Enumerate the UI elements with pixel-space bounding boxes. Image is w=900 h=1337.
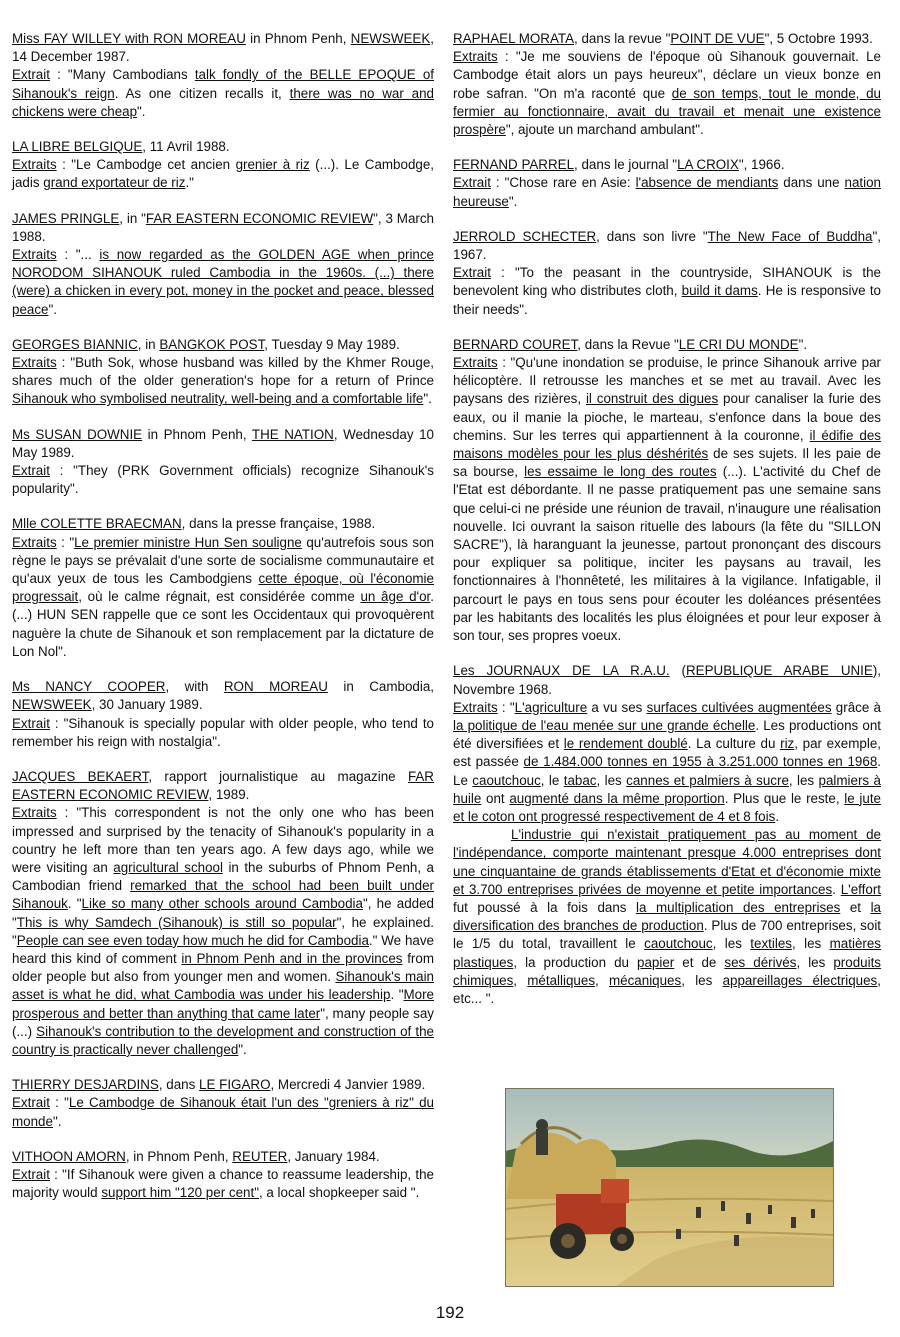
citation-entry bbox=[453, 156, 881, 211]
excerpt-underlined-text: Sihanouk's contribution to the development and construction of the country is practically never challenged bbox=[12, 1023, 434, 1057]
citation-excerpt bbox=[453, 699, 881, 826]
photo-illustration bbox=[506, 1089, 833, 1286]
source-text: ", 3 March 1988. bbox=[12, 210, 434, 244]
excerpt-text: . Plus de 700 entreprises, soit le 1/5 du total, travaillent le bbox=[453, 918, 882, 952]
excerpt-text: : "Je me souviens de l'époque où Sihanouk gouvernait. Le Cambodge était alors un pays heureux", déclare un vieux bonze en robe safran. "On m'a raconté que bbox=[453, 49, 881, 101]
source-underlined-text: Ms SUSAN DOWNIE bbox=[12, 426, 143, 442]
excerpt-text: : " bbox=[497, 699, 515, 715]
source-text: , dans la revue " bbox=[574, 31, 671, 46]
left-column bbox=[12, 30, 434, 1219]
source-text: , 14 December 1987. bbox=[12, 31, 434, 65]
excerpt-text: ont bbox=[481, 790, 510, 806]
source-underlined-text: The New Face of Buddha bbox=[707, 228, 873, 244]
excerpt-text: : " bbox=[56, 534, 75, 550]
citation-source bbox=[453, 30, 881, 48]
source-underlined-text: BANGKOK POST bbox=[159, 336, 265, 352]
excerpt-text: et bbox=[840, 899, 871, 915]
citation-source bbox=[12, 336, 434, 354]
excerpt-text: : "Many Cambodians bbox=[49, 67, 195, 83]
source-underlined-text: GEORGES BIANNIC bbox=[12, 336, 138, 352]
source-underlined-text: NEWSWEEK bbox=[350, 31, 431, 46]
source-underlined-text: JERROLD SCHECTER bbox=[453, 228, 597, 244]
excerpt-text: ." We have heard this kind of comment bbox=[12, 932, 435, 966]
source-text: in Cambodia, bbox=[327, 679, 434, 695]
excerpt-underlined-text: nation heureuse bbox=[453, 175, 881, 209]
excerpt-underlined-text: matières plastiques bbox=[453, 936, 881, 970]
excerpt-underlined-text: textiles bbox=[750, 936, 792, 952]
excerpt-underlined-text: remarked that the school had been built under Sihanouk bbox=[12, 878, 434, 912]
source-underlined-text: REUTER bbox=[232, 1148, 288, 1164]
excerpt-text: (...). L'activité du Chef de l'Etat est débordante. Il ne passe pratiquement pas une semaine sans que celui-ci ne préside une réunion de travail, n'inaugure une réalisation nouvelle. Ici ouvrant la saison rituelle des labours (la fête du "SILLON SACRE"), là haranguant la jeunesse, partout prononçant des discours pour expliquer sa politique, inciter les paysans au travail, les fonctionnaires à l'honnêteté, les militaires à la vigilance. Infatigable, il parcourt le pays en tous sens pour écouter les doléances présentées par les habitants des localités les plus éloignées et pour leur exposer à son tour, ses propres voeux. bbox=[453, 464, 881, 644]
excerpt-underlined-text: palmiers à huile bbox=[453, 772, 881, 806]
excerpt-text: , le bbox=[540, 772, 564, 788]
excerpt-text: . bbox=[775, 808, 780, 824]
excerpt-underlined-text: caoutchouc bbox=[644, 936, 713, 952]
citation-source bbox=[12, 210, 434, 246]
excerpt-text: from older people but also from younger men and women. bbox=[12, 950, 434, 985]
source-underlined-text: Les JOURNAUX DE LA R.A.U. bbox=[453, 663, 670, 679]
excerpt-text: ", he explained. " bbox=[12, 914, 435, 948]
citation-source bbox=[12, 678, 434, 714]
excerpt-text: : "Le Cambodge cet ancien bbox=[56, 157, 236, 173]
excerpt-text: , bbox=[513, 972, 528, 988]
excerpt-underlined-text: Extraits bbox=[453, 49, 498, 65]
excerpt-underlined-text: agricultural school bbox=[113, 859, 223, 875]
citation-entry bbox=[12, 678, 434, 751]
source-text: ), Novembre 1968. bbox=[453, 663, 881, 697]
citation-excerpt bbox=[12, 1094, 434, 1130]
excerpt-text: : "If Sihanouk were given a chance to reassume leadership, the majority would bbox=[12, 1166, 434, 1201]
excerpt-underlined-text: produits chimiques bbox=[453, 954, 881, 988]
excerpt-underlined-text: Extrait bbox=[12, 715, 50, 731]
excerpt-text: , les bbox=[681, 972, 723, 988]
excerpt-text: ". bbox=[423, 391, 432, 407]
source-text: in Phnom Penh, bbox=[245, 31, 351, 46]
excerpt-text: ", many people say (...) bbox=[12, 1005, 435, 1039]
excerpt-underlined-text: la diversification des branches de production bbox=[453, 899, 881, 934]
source-underlined-text: THE NATION bbox=[251, 426, 334, 442]
source-text: , with bbox=[165, 679, 224, 695]
citation-entry bbox=[453, 662, 881, 1008]
excerpt-text: qu'autrefois sous son règne le pays se prévalait d'une sorte de socialisme communautaire et qu'aux yeux de tous les Cambodgiens bbox=[12, 534, 434, 587]
excerpt-underlined-text: l'absence de mendiants bbox=[635, 175, 779, 191]
excerpt-underlined-text: Like so many other schools around Cambodia bbox=[81, 896, 363, 912]
excerpt-underlined-text: la politique de l'eau menée sur une grande échelle bbox=[453, 717, 756, 733]
source-underlined-text: LA LIBRE BELGIQUE bbox=[12, 139, 143, 155]
citation-source bbox=[12, 426, 434, 462]
source-text: in Phnom Penh, bbox=[142, 426, 252, 442]
citation-source bbox=[453, 662, 881, 698]
excerpt-text: , les bbox=[596, 772, 627, 788]
excerpt-text: . Plus que le reste, bbox=[724, 790, 845, 806]
citation-source bbox=[453, 156, 881, 174]
citation-excerpt bbox=[12, 534, 434, 661]
excerpt-underlined-text: Extrait bbox=[12, 1166, 50, 1182]
excerpt-text: : "Qu'une inondation se produise, le prince Sihanouk arrive par hélicoptère. Il retrousse les manches et se met au travail. Avec les paysans des rizières, bbox=[453, 355, 881, 407]
excerpt-underlined-text: Extraits bbox=[453, 355, 498, 371]
excerpt-underlined-text: People can see even today how much he did for Cambodia bbox=[16, 932, 369, 948]
excerpt-underlined-text: Le Cambodge de Sihanouk était l'un des "greniers à riz" du monde bbox=[12, 1095, 434, 1129]
citation-entry bbox=[12, 1148, 434, 1203]
source-underlined-text: JACQUES BEKAERT bbox=[12, 768, 149, 784]
excerpt-underlined-text: Sihanouk who symbolised neutrality, well-being and a comfortable life bbox=[12, 391, 424, 407]
excerpt-underlined-text: de 1.484.000 tonnes en 1955 à 3.251.000 tonnes en 1968 bbox=[523, 754, 878, 770]
excerpt-text: , par exemple, est passée bbox=[453, 736, 881, 770]
excerpt-text: , les bbox=[796, 954, 834, 970]
source-text: ", 1966. bbox=[738, 157, 785, 173]
excerpt-text: . " bbox=[67, 896, 82, 912]
source-text: , 11 Avril 1988. bbox=[142, 139, 230, 155]
excerpt-text: ." bbox=[185, 175, 194, 191]
source-text: , January 1984. bbox=[287, 1148, 380, 1164]
source-text: , rapport journalistique au magazine bbox=[148, 768, 408, 784]
source-text: , dans la Revue " bbox=[577, 336, 679, 352]
excerpt-text: . He is responsive to their needs". bbox=[453, 283, 881, 317]
excerpt-underlined-text: L'effort bbox=[840, 881, 881, 897]
excerpt-underlined-text: cette époque, où l'économie progressait bbox=[12, 571, 434, 605]
source-underlined-text: LE CRI DU MONDE bbox=[678, 336, 799, 352]
citation-excerpt bbox=[453, 174, 881, 210]
source-underlined-text: FAR EASTERN ECONOMIC REVIEW bbox=[145, 210, 374, 226]
citation-source bbox=[12, 1076, 434, 1094]
excerpt-text: : "They (PRK Government officials) recognize Sihanouk's popularity". bbox=[12, 463, 434, 497]
excerpt-underlined-text: augmenté dans la même proportion bbox=[509, 790, 725, 806]
excerpt-underlined-text: there was no war and chickens were cheap bbox=[12, 85, 434, 119]
excerpt-text: , où le calme régnait, est considérée comme bbox=[78, 589, 361, 605]
excerpt-text: : "Chose rare en Asie: bbox=[490, 175, 636, 191]
source-underlined-text: BERNARD COURET bbox=[453, 336, 578, 352]
excerpt-underlined-text: Le premier ministre Hun Sen souligne bbox=[74, 534, 302, 550]
source-text: , in " bbox=[119, 210, 146, 226]
excerpt-underlined-text: L'industrie qui n'existait pratiquement pas au moment de l'indépendance, comporte maintenant presque 4.000 entreprises dont une cinquantaine de grands établissements d'Etat et d'économie mixte et 3.700 entreprises privées de moyenne et petite importances bbox=[453, 827, 881, 897]
source-underlined-text: Ms NANCY COOPER bbox=[12, 679, 166, 695]
excerpt-text: . (...) HUN SEN rappelle que ce sont les Occidentaux qui provoquèrent naguère la chute de Sihanouk et son remplacement par la dictature de Lon Nol". bbox=[12, 589, 434, 659]
citation-source bbox=[12, 138, 434, 156]
excerpt-text: ". bbox=[52, 1113, 62, 1129]
excerpt-underlined-text: Extrait bbox=[453, 265, 491, 281]
excerpt-underlined-text: Extraits bbox=[453, 699, 498, 715]
page-number: 192 bbox=[435, 1303, 465, 1322]
excerpt-underlined-text: le rendement doublé bbox=[563, 736, 688, 752]
excerpt-underlined-text: cannes et palmiers à sucre bbox=[626, 772, 789, 788]
excerpt-text: et de bbox=[674, 954, 725, 970]
citation-source bbox=[12, 1148, 434, 1166]
excerpt-underlined-text: un âge d'or bbox=[360, 589, 431, 605]
source-underlined-text: FERNAND PARREL bbox=[453, 157, 575, 173]
excerpt-text: ". bbox=[238, 1041, 247, 1057]
source-text: ", 5 Octobre 1993. bbox=[764, 31, 873, 46]
source-text: , Wednesday 10 May 1989. bbox=[12, 426, 434, 460]
citation-entry bbox=[12, 426, 434, 499]
citation-source bbox=[453, 228, 881, 264]
excerpt-text: ", ajoute un marchand ambulant". bbox=[505, 122, 704, 138]
excerpt-text: (...). Le Cambodge, jadis bbox=[12, 157, 435, 191]
citation-excerpt bbox=[12, 246, 434, 319]
excerpt-text: , les bbox=[712, 936, 751, 952]
citation-excerpt bbox=[12, 804, 434, 1059]
excerpt-underlined-text: Extrait bbox=[12, 463, 50, 479]
source-underlined-text: POINT DE VUE bbox=[670, 31, 765, 46]
excerpt-underlined-text: il construit des digues bbox=[585, 391, 719, 407]
excerpt-underlined-text: les essaime le long des routes bbox=[524, 464, 717, 480]
excerpt-text: dans une bbox=[778, 175, 845, 191]
excerpt-underlined-text: ses dérivés bbox=[724, 954, 797, 970]
excerpt-text: : " bbox=[49, 1095, 69, 1111]
excerpt-text: . " bbox=[390, 987, 404, 1003]
source-underlined-text: REPUBLIQUE ARABE UNIE bbox=[686, 663, 873, 679]
excerpt-underlined-text: il édifie des maisons modèles pour les plus déshérités bbox=[453, 427, 881, 462]
citation-entry bbox=[453, 336, 881, 645]
excerpt-text: ". bbox=[48, 301, 57, 317]
citation-entry bbox=[12, 1076, 434, 1131]
citation-excerpt bbox=[12, 156, 434, 192]
excerpt-text: , bbox=[595, 972, 609, 988]
excerpt-underlined-text: More prosperous and better than anything that came later bbox=[12, 987, 434, 1021]
excerpt-underlined-text: riz bbox=[780, 736, 795, 752]
source-text: , dans la presse française, 1988. bbox=[181, 516, 376, 532]
excerpt-text: . bbox=[832, 881, 841, 897]
citation-excerpt bbox=[12, 462, 434, 498]
excerpt-underlined-text: support him "120 per cent" bbox=[101, 1185, 259, 1201]
excerpt-underlined-text: Extraits bbox=[12, 355, 57, 371]
source-underlined-text: JAMES PRINGLE bbox=[12, 210, 120, 226]
excerpt-text: a vu ses bbox=[587, 699, 647, 715]
excerpt-underlined-text: Extrait bbox=[453, 175, 491, 191]
excerpt-underlined-text: Sihanouk's main asset is what he did, what Cambodia was under his leadership bbox=[12, 969, 434, 1003]
source-underlined-text: RON MOREAU bbox=[223, 679, 328, 695]
excerpt-text: , la production du bbox=[513, 954, 638, 970]
source-text: , Mercredi 4 Janvier 1989. bbox=[270, 1077, 426, 1093]
source-text: ", 1967. bbox=[453, 228, 881, 263]
excerpt-underlined-text: L'agriculture bbox=[514, 699, 588, 715]
excerpt-underlined-text: Extraits bbox=[12, 247, 57, 263]
excerpt-underlined-text: Extraits bbox=[12, 534, 57, 550]
citation-source bbox=[12, 515, 434, 533]
citation-entry bbox=[12, 336, 434, 409]
source-text: , dans bbox=[158, 1077, 200, 1093]
excerpt-text: : "... bbox=[56, 247, 100, 263]
source-text: , dans son livre " bbox=[596, 228, 708, 244]
source-text: , 1989. bbox=[208, 787, 250, 803]
excerpt-underlined-text: Extrait bbox=[12, 67, 50, 83]
citation-source bbox=[12, 30, 434, 66]
citation-excerpt bbox=[453, 264, 881, 319]
excerpt-text: : "This correspondent is not the only one who has been impressed and surprised by the tenacity of Sihanouk's popularity in a country he left more than ten years ago. A few days ago, while we were visiting an bbox=[12, 805, 434, 875]
source-underlined-text: Miss FAY WILLEY with RON MOREAU bbox=[12, 31, 246, 46]
excerpt-underlined-text: métalliques bbox=[527, 972, 596, 988]
excerpt-text: , etc... ". bbox=[453, 972, 881, 1006]
citation-entry bbox=[12, 138, 434, 193]
citation-entry bbox=[12, 515, 434, 661]
excerpt-underlined-text: talk fondly of the BELLE EPOQUE of Sihanouk's reign bbox=[12, 67, 435, 101]
citation-excerpt bbox=[12, 66, 434, 121]
source-underlined-text: THIERRY DESJARDINS bbox=[12, 1077, 159, 1093]
source-text: , in Phnom Penh, bbox=[125, 1148, 233, 1164]
citation-entry bbox=[12, 30, 434, 121]
excerpt-underlined-text: Extraits bbox=[12, 157, 57, 173]
excerpt-underlined-text: le jute et le coton ont progressé respectivement de 4 et 8 fois bbox=[453, 790, 882, 824]
excerpt-text: in the suburbs of Phnom Penh, a Cambodian friend bbox=[12, 859, 434, 894]
citation-entry bbox=[12, 210, 434, 319]
excerpt-text: . Le bbox=[453, 754, 882, 788]
excerpt-underlined-text: This is why Samdech (Sihanouk) is still so popular bbox=[16, 914, 337, 930]
citation-excerpt bbox=[12, 715, 434, 751]
citation-entry bbox=[12, 768, 434, 1059]
excerpt-underlined-text: tabac bbox=[563, 772, 597, 788]
excerpt-text: de ses sujets. Il les paie de sa bourse, bbox=[453, 446, 882, 480]
citation-excerpt bbox=[453, 354, 881, 645]
excerpt-text: . Les productions ont été diversifiées et bbox=[453, 717, 881, 752]
excerpt-underlined-text: appareillages électriques bbox=[722, 972, 878, 988]
excerpt-underlined-text: grand exportateur de riz bbox=[43, 175, 186, 191]
excerpt-text: ", he added " bbox=[12, 896, 435, 930]
source-underlined-text: VITHOON AMORN bbox=[12, 1148, 126, 1164]
excerpt-text: , les bbox=[788, 772, 819, 788]
excerpt-text: pour canaliser la furie des eaux, ou il manie la pioche, le marteau, s'enfonce dans la boue des chemins. Sur les terres qui appartiennent à la couronne, bbox=[453, 391, 881, 443]
source-text: , dans le journal " bbox=[574, 157, 678, 173]
source-text: , in bbox=[137, 336, 160, 352]
excerpt-underlined-text: grenier à riz bbox=[235, 157, 310, 173]
excerpt-text: , a local shopkeeper said ". bbox=[258, 1185, 420, 1201]
citation-source bbox=[453, 336, 881, 354]
citation-excerpt-continued bbox=[453, 826, 881, 1008]
excerpt-underlined-text: de son temps, tout le monde, du fermier au fonctionnaire, avait du travail et menait une existence prospère bbox=[453, 85, 881, 138]
citation-entry bbox=[453, 30, 881, 139]
excerpt-underlined-text: caoutchouc bbox=[472, 772, 541, 788]
excerpt-text: . La culture du bbox=[687, 736, 781, 752]
citation-excerpt bbox=[453, 48, 881, 139]
rice-field-tractor-photo bbox=[505, 1088, 834, 1287]
source-underlined-text: LE FIGARO bbox=[199, 1077, 271, 1093]
excerpt-underlined-text: is now regarded as the GOLDEN AGE when prince NORODOM SIHANOUK ruled Cambodia in the 1960s. (...) there (were) a chicken in every pot, money in the pocket and peace, blessed peace bbox=[12, 247, 435, 317]
excerpt-text: , les bbox=[791, 936, 830, 952]
excerpt-underlined-text: in Phnom Penh and in the provinces bbox=[181, 950, 403, 966]
excerpt-text: ". bbox=[137, 103, 146, 119]
excerpt-text: ". bbox=[508, 193, 518, 209]
excerpt-text: . As one citizen recalls it, bbox=[114, 85, 290, 101]
source-text: , Tuesday 9 May 1989. bbox=[264, 336, 400, 352]
citation-excerpt bbox=[12, 1166, 434, 1202]
excerpt-text: : "Sihanouk is specially popular with older people, who tend to remember his reign with nostalgia". bbox=[12, 715, 434, 749]
source-underlined-text: NEWSWEEK bbox=[12, 697, 92, 713]
citation-entry bbox=[453, 228, 881, 319]
excerpt-text: grâce à bbox=[831, 699, 881, 715]
source-underlined-text: RAPHAEL MORATA bbox=[453, 31, 575, 46]
excerpt-underlined-text: papier bbox=[637, 954, 675, 970]
citation-excerpt bbox=[12, 354, 434, 409]
excerpt-underlined-text: build it dams bbox=[681, 283, 758, 299]
source-underlined-text: Mlle COLETTE BRAECMAN bbox=[12, 516, 182, 532]
excerpt-underlined-text: Extraits bbox=[12, 805, 57, 821]
excerpt-underlined-text: Extrait bbox=[12, 1095, 50, 1111]
excerpt-text: : "To the peasant in the countryside, SIHANOUK is the benevolent king who distributes cloth, bbox=[453, 265, 881, 299]
excerpt-underlined-text: la multiplication des entreprises bbox=[636, 899, 841, 915]
excerpt-text: fut poussé à la fois dans bbox=[453, 899, 637, 915]
source-underlined-text: FAR EASTERN ECONOMIC REVIEW bbox=[12, 768, 434, 803]
source-text: , 30 January 1989. bbox=[91, 697, 203, 713]
excerpt-underlined-text: mécaniques bbox=[609, 972, 682, 988]
source-text: ". bbox=[798, 336, 808, 352]
source-underlined-text: LA CROIX bbox=[677, 157, 739, 173]
right-column bbox=[453, 30, 881, 1025]
excerpt-underlined-text: surfaces cultivées augmentées bbox=[646, 699, 832, 715]
citation-source bbox=[12, 768, 434, 804]
excerpt-text: : "Buth Sok, whose husband was killed by the Khmer Rouge, shares much of the older generation's hope for a return of Prince bbox=[12, 355, 434, 389]
source-text: ( bbox=[669, 663, 686, 679]
